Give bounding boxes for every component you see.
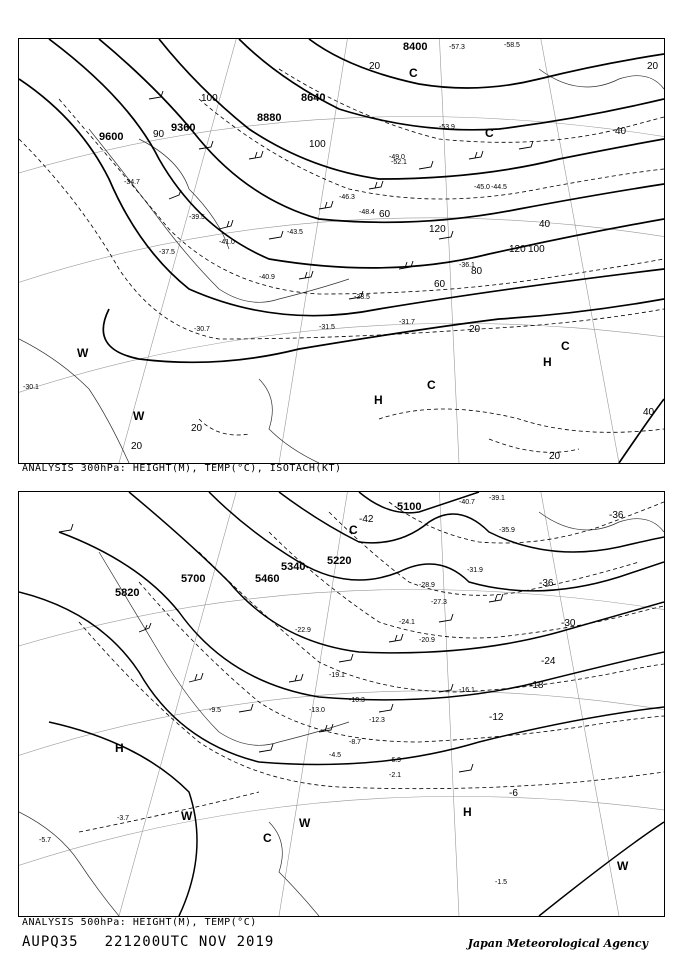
pressure-center: H (374, 393, 383, 407)
height-label: 5460 (255, 573, 280, 585)
height-label: 5820 (115, 587, 140, 599)
height-contours (19, 39, 664, 463)
height-label: 8400 (403, 41, 428, 53)
isotherm-label: -36 (609, 510, 624, 521)
temp-label: -57.3 (449, 44, 465, 51)
pressure-center: W (77, 346, 89, 360)
temp-label: -16.1 (459, 687, 475, 694)
temp-label: -8.7 (349, 739, 362, 746)
temp-label: -20.9 (419, 637, 435, 644)
isotach-contours (19, 69, 664, 452)
isotherm-label: -24 (541, 656, 556, 667)
isotach-label: 20 (131, 441, 143, 452)
isotach-label: 100 (309, 139, 326, 150)
height-label: 5700 (181, 573, 206, 585)
temperature-labels (23, 42, 520, 391)
isotach-label: 100 (201, 93, 218, 104)
temp-label: -37.5 (159, 249, 175, 256)
pressure-center: W (617, 859, 629, 873)
map-500hpa (18, 491, 665, 917)
isotach-label: 40 (615, 126, 627, 137)
temp-label: -24.1 (399, 619, 415, 626)
isotherm-label: -36 (539, 578, 554, 589)
temp-label: -46.3 (339, 194, 355, 201)
temp-label: -5.7 (39, 837, 52, 844)
isotherm-label: -6 (509, 788, 518, 799)
height-label: 5220 (327, 555, 352, 567)
temp-label: -45.0 (474, 184, 490, 191)
pressure-center: C (427, 378, 436, 392)
pressure-center: H (543, 355, 552, 369)
map-300hpa-canvas (19, 39, 664, 463)
temp-label: -39.5 (189, 214, 205, 221)
temp-label: -13.0 (309, 707, 325, 714)
valid-datetime: 221200UTC NOV 2019 (104, 934, 275, 950)
pressure-center: W (299, 816, 311, 830)
temp-label: -31.9 (467, 567, 483, 574)
pressure-center: W (181, 809, 193, 823)
caption-300hpa: ANALYSIS 300hPa: HEIGHT(M), TEMP(°C), ISOTACH(KT) (22, 463, 342, 474)
pressure-center: C (485, 126, 494, 140)
pressure-center: C (561, 339, 570, 353)
temp-label: -9.5 (209, 707, 222, 714)
temp-label: -1.5 (495, 879, 508, 886)
temp-label: -6.9 (389, 757, 402, 764)
caption-500hpa: ANALYSIS 500hPa: HEIGHT(M), TEMP(°C) (22, 917, 257, 928)
graticule (19, 39, 664, 463)
temp-label: -28.9 (419, 582, 435, 589)
isotach-label: 20 (647, 61, 659, 72)
isotach-label: 120 (509, 244, 526, 255)
chart-id: AUPQ35 (22, 934, 79, 950)
temp-label: -36.1 (459, 262, 475, 269)
temp-label: -44.5 (491, 184, 507, 191)
isotach-label: 60 (434, 279, 446, 290)
temp-label: -48.4 (359, 209, 375, 216)
map-500hpa-canvas (19, 492, 664, 916)
temp-label: -58.5 (504, 42, 520, 49)
temperature-labels (39, 495, 515, 886)
temp-label: -53.9 (439, 124, 455, 131)
isotach-labels (131, 61, 659, 462)
height-label: 9360 (171, 122, 196, 134)
chart-identifier (22, 934, 300, 950)
pressure-center: C (263, 831, 272, 845)
temp-label: -39.1 (489, 495, 505, 502)
isotherm-label: -30 (561, 618, 576, 629)
temp-label: -35.9 (499, 527, 515, 534)
temp-label: -30.1 (23, 384, 39, 391)
pressure-center: H (115, 741, 124, 755)
isotach-label: 40 (539, 219, 551, 230)
height-label: 8640 (301, 92, 326, 104)
temp-label: -49.0 (389, 154, 405, 161)
coastlines (19, 512, 664, 916)
isotach-label: 20 (549, 451, 561, 462)
height-labels (99, 41, 427, 143)
temp-label: -31.5 (319, 324, 335, 331)
isotach-label: 40 (643, 407, 655, 418)
isotherm-label: -18 (529, 680, 544, 691)
temp-label: -10.3 (349, 697, 365, 704)
isotach-label: 60 (379, 209, 391, 220)
temp-label: -31.7 (399, 319, 415, 326)
pressure-center: W (133, 409, 145, 423)
agency-credit: Japan Meteorological Agency (467, 937, 648, 950)
temp-label: -22.9 (295, 627, 311, 634)
temp-label: -19.1 (329, 672, 345, 679)
isotherm-label: -12 (489, 712, 504, 723)
temp-label: -12.3 (369, 717, 385, 724)
temp-label: -52.1 (391, 159, 407, 166)
temp-label: -4.5 (329, 752, 342, 759)
temp-label: -41.0 (219, 239, 235, 246)
height-labels (115, 501, 421, 599)
temp-label: -40.7 (459, 499, 475, 506)
isotach-label: 20 (369, 61, 381, 72)
temp-label: -43.5 (287, 229, 303, 236)
isotach-label: 90 (153, 129, 165, 140)
isotach-label: 120 (429, 224, 446, 235)
temp-label: -33.5 (354, 294, 370, 301)
height-label: 8880 (257, 112, 282, 124)
temp-label: -27.3 (431, 599, 447, 606)
pressure-center: C (349, 523, 358, 537)
isotach-label: 100 (528, 244, 545, 255)
height-label: 5100 (397, 501, 422, 513)
isotherm-labels (359, 510, 624, 799)
coastlines (19, 69, 664, 463)
isotach-label: 80 (471, 266, 483, 277)
isotach-label: 20 (469, 324, 481, 335)
pressure-center: H (463, 805, 472, 819)
height-label: 5340 (281, 561, 306, 573)
map-300hpa (18, 38, 665, 464)
isotach-label: 20 (191, 423, 203, 434)
height-label: 9600 (99, 131, 124, 143)
isotherm-label: -42 (359, 514, 374, 525)
temp-label: -40.9 (259, 274, 275, 281)
temp-label: -2.1 (389, 772, 402, 779)
temp-label: -34.7 (124, 179, 140, 186)
pressure-center: C (409, 66, 418, 80)
temp-label: -3.7 (117, 815, 130, 822)
temp-label: -30.7 (194, 326, 210, 333)
